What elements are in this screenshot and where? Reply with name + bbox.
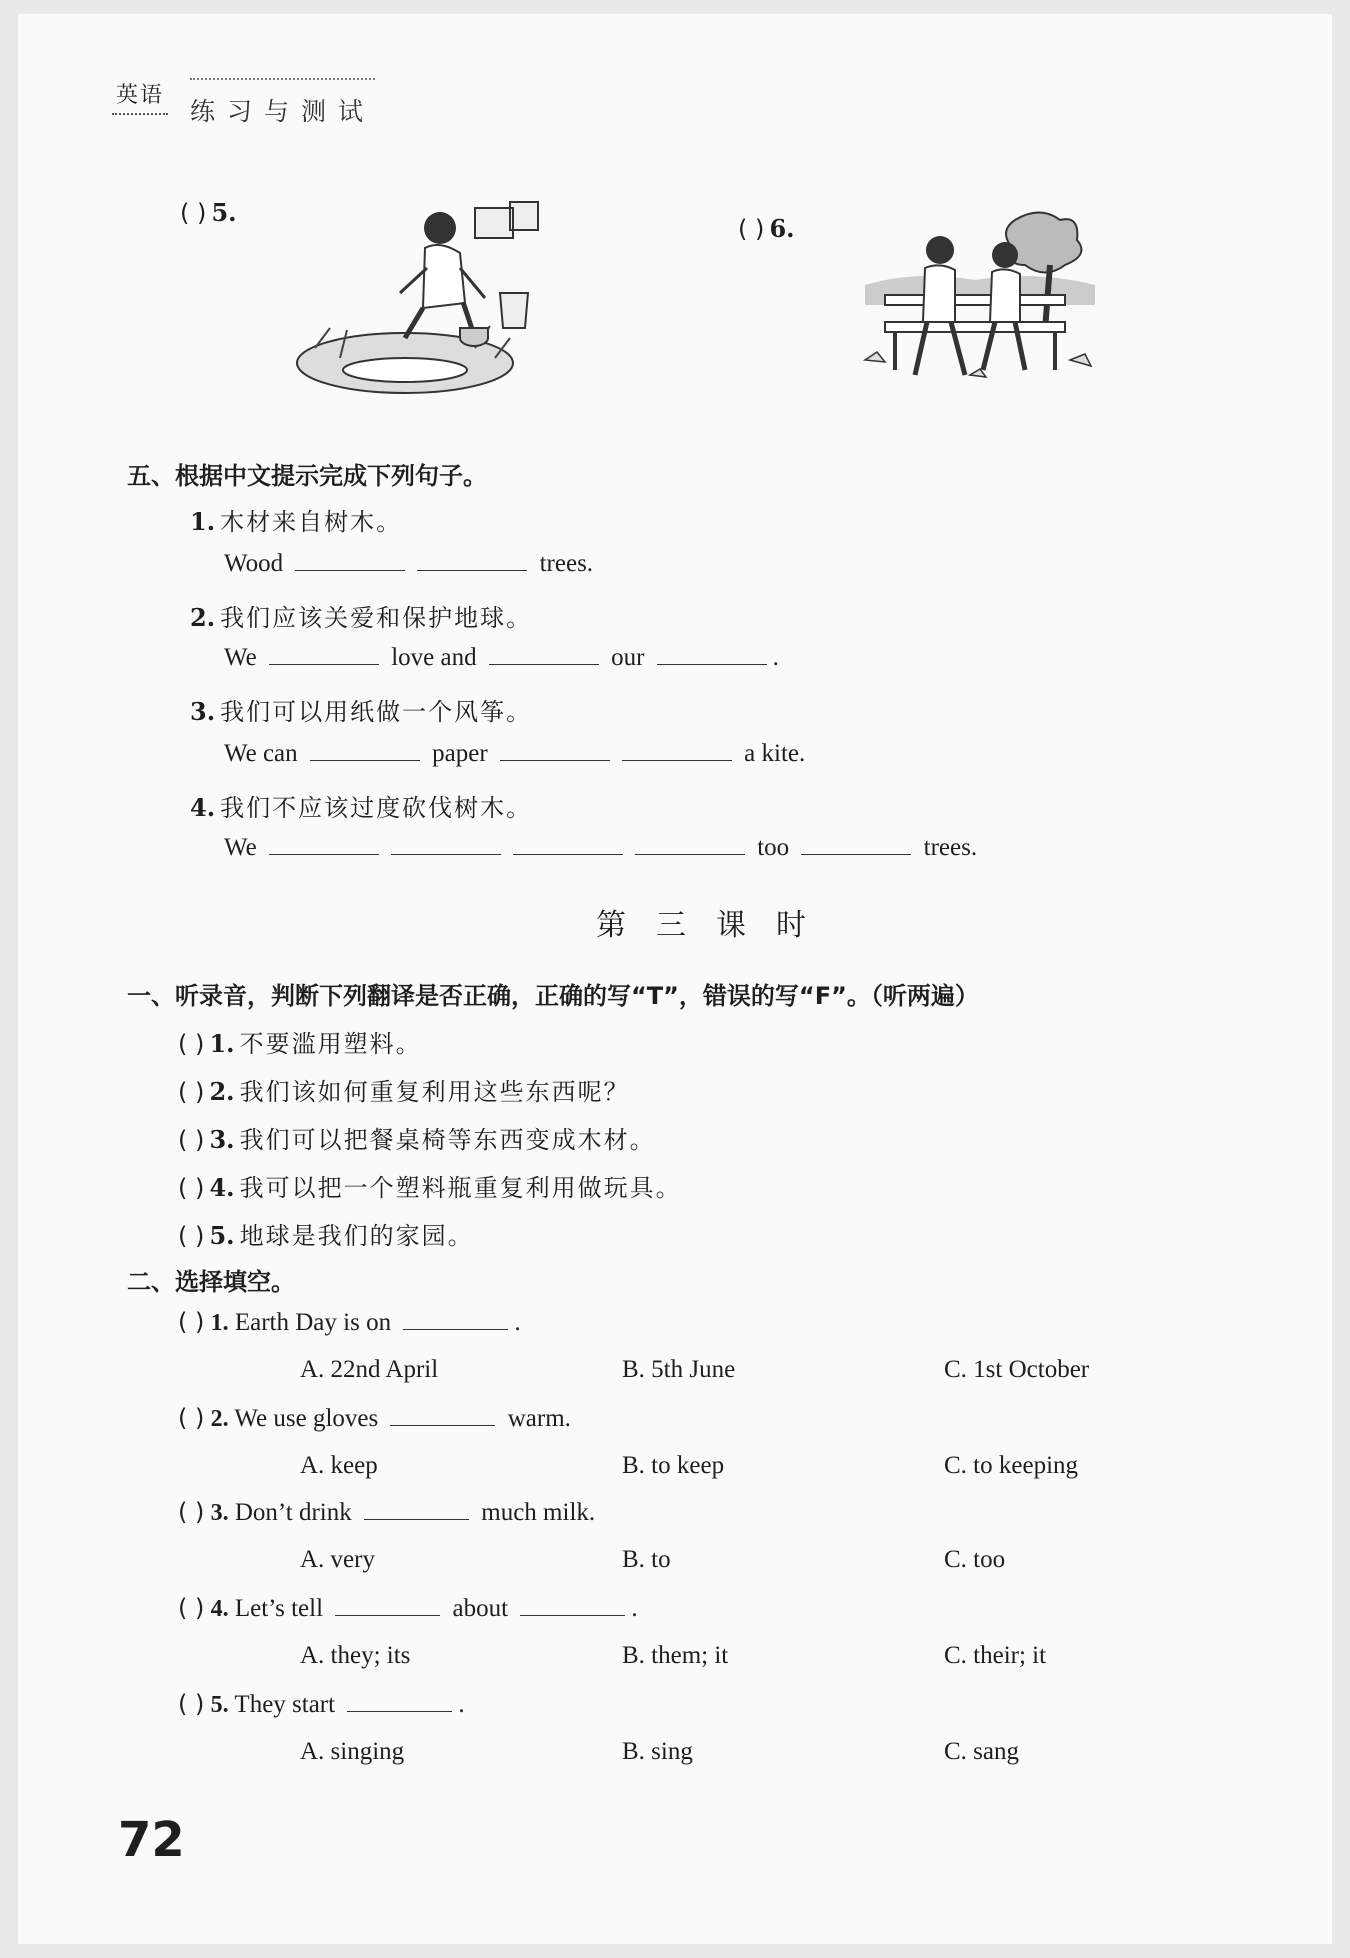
answer-parens[interactable]: ( ) — [178, 1690, 205, 1718]
answer-parens[interactable]: ( ) — [178, 1222, 205, 1250]
littering-park-illustration — [855, 210, 1105, 390]
item-number: 5. — [209, 1221, 235, 1250]
answer-blank[interactable] — [364, 1505, 469, 1520]
option-c[interactable]: C. their; it — [944, 1642, 1047, 1669]
item-number: 1. — [209, 1029, 235, 1058]
item-number: 4. — [210, 1596, 229, 1622]
sentence-item — [190, 692, 532, 727]
choice-question — [178, 1690, 465, 1719]
question-text: They start — [234, 1691, 336, 1718]
option-b[interactable]: B. sing — [622, 1738, 693, 1765]
option-c[interactable]: C. 1st October — [944, 1356, 1090, 1383]
chinese-prompt: 我们应该关爱和保护地球。 — [220, 604, 533, 632]
sentence-item — [190, 598, 532, 633]
answer-blank[interactable] — [513, 840, 623, 855]
sentence-text: our — [611, 644, 645, 671]
question-text: We use gloves — [234, 1405, 379, 1432]
book-title: 练习与测试 — [190, 97, 376, 126]
header-divider — [190, 78, 375, 80]
answer-blank[interactable] — [520, 1601, 625, 1616]
item-number: 2. — [190, 603, 216, 632]
sentence-text: We can — [224, 740, 298, 767]
section-heading: 二、选择填空。 — [127, 1268, 295, 1296]
sentence-text: . — [772, 644, 779, 671]
chinese-statement: 不要滥用塑料。 — [239, 1030, 422, 1058]
sentence-item — [190, 788, 532, 823]
sentence-item — [190, 502, 402, 537]
picture-question-6 — [738, 214, 795, 243]
option-b[interactable]: B. 5th June — [622, 1356, 736, 1383]
option-b[interactable]: B. to keep — [622, 1452, 725, 1479]
english-sentence — [224, 834, 977, 862]
chinese-statement: 我们可以把餐桌椅等东西变成木材。 — [239, 1126, 656, 1154]
english-sentence — [224, 740, 805, 768]
answer-blank[interactable] — [347, 1697, 452, 1712]
item-number: 1. — [190, 507, 216, 536]
option-b[interactable]: B. them; it — [622, 1642, 729, 1669]
chinese-prompt: 我们不应该过度砍伐树木。 — [220, 794, 533, 822]
chinese-prompt: 我们可以用纸做一个风筝。 — [220, 698, 533, 726]
answer-parens[interactable]: ( ) — [178, 1308, 205, 1336]
answer-parens[interactable]: ( ) — [178, 1498, 205, 1526]
english-sentence — [224, 644, 779, 672]
item-number: 4. — [209, 1173, 235, 1202]
option-a[interactable]: A. keep — [300, 1452, 378, 1479]
answer-blank[interactable] — [391, 840, 501, 855]
sentence-text: love and — [391, 644, 477, 671]
choice-question — [178, 1594, 638, 1623]
sentence-text: trees. — [539, 550, 594, 577]
sentence-text: We — [224, 834, 257, 861]
item-number: 2. — [209, 1077, 235, 1106]
sentence-text: Wood — [224, 550, 284, 577]
option-a[interactable]: A. singing — [300, 1738, 405, 1765]
answer-parens[interactable]: ( ) — [178, 1030, 205, 1058]
question-text: warm. — [507, 1405, 571, 1432]
option-a[interactable]: A. very — [300, 1546, 375, 1573]
question-text: Let’s tell — [234, 1595, 324, 1622]
section-heading: 一、听录音，判断下列翻译是否正确，正确的写“T”，错误的写“F”。（听两遍） — [127, 982, 979, 1010]
listening-item — [178, 1120, 656, 1155]
english-sentence — [224, 550, 593, 578]
question-text: about — [452, 1595, 509, 1622]
page-number: 72 — [118, 1812, 185, 1868]
item-number: 3. — [210, 1500, 229, 1526]
sentence-text: a kite. — [744, 740, 806, 767]
chinese-statement: 我可以把一个塑料瓶重复利用做玩具。 — [239, 1174, 682, 1202]
answer-parens[interactable]: ( ) — [180, 199, 207, 227]
answer-blank[interactable] — [269, 650, 379, 665]
answer-blank[interactable] — [403, 1315, 508, 1330]
answer-blank[interactable] — [500, 746, 610, 761]
listening-item — [178, 1168, 682, 1203]
item-number: 3. — [190, 697, 216, 726]
sentence-text: paper — [432, 740, 488, 767]
answer-parens[interactable]: ( ) — [178, 1404, 205, 1432]
question-text: much milk. — [481, 1499, 596, 1526]
chinese-prompt: 木材来自树木。 — [220, 508, 403, 536]
planting-tree-illustration — [295, 198, 545, 398]
picture-question-5 — [180, 198, 237, 227]
answer-blank[interactable] — [310, 746, 420, 761]
lesson-title: 第三课时 — [596, 908, 836, 943]
item-number: 2. — [210, 1406, 229, 1432]
answer-blank[interactable] — [801, 840, 911, 855]
answer-parens[interactable]: ( ) — [178, 1078, 205, 1106]
choice-question — [178, 1308, 521, 1337]
answer-blank[interactable] — [489, 650, 599, 665]
answer-parens[interactable]: ( ) — [178, 1174, 205, 1202]
question-text: Don’t drink — [234, 1499, 352, 1526]
option-c[interactable]: C. to keeping — [944, 1452, 1079, 1479]
listening-item — [178, 1072, 630, 1107]
item-number: 4. — [190, 793, 216, 822]
option-c[interactable]: C. sang — [944, 1738, 1019, 1765]
answer-blank[interactable] — [622, 746, 732, 761]
chinese-statement: 我们该如何重复利用这些东西呢？ — [239, 1078, 630, 1106]
answer-parens[interactable]: ( ) — [738, 215, 765, 243]
listening-item — [178, 1024, 422, 1059]
listening-item — [178, 1216, 474, 1251]
choice-question — [178, 1498, 595, 1527]
choice-question — [178, 1404, 571, 1433]
answer-blank[interactable] — [335, 1601, 440, 1616]
question-text: . — [514, 1309, 521, 1336]
sentence-text: trees. — [923, 834, 978, 861]
option-b[interactable]: B. to — [622, 1546, 671, 1573]
answer-parens[interactable]: ( ) — [178, 1126, 205, 1154]
item-number: 1. — [210, 1310, 229, 1336]
option-a[interactable]: A. 22nd April — [300, 1356, 439, 1383]
answer-blank[interactable] — [657, 650, 767, 665]
option-a[interactable]: A. they; its — [300, 1642, 411, 1669]
answer-blank[interactable] — [417, 556, 527, 571]
question-text: . — [458, 1691, 465, 1718]
option-c[interactable]: C. too — [944, 1546, 1006, 1573]
chinese-statement: 地球是我们的家园。 — [239, 1222, 474, 1250]
section-heading: 五、根据中文提示完成下列句子。 — [127, 462, 487, 490]
item-number: 3. — [209, 1125, 235, 1154]
question-text: Earth Day is on — [234, 1309, 392, 1336]
answer-parens[interactable]: ( ) — [178, 1594, 205, 1622]
question-number: 5. — [211, 198, 237, 227]
item-number: 5. — [210, 1692, 229, 1718]
subject-tag: 英语 — [112, 78, 168, 115]
answer-blank[interactable] — [269, 840, 379, 855]
question-text: . — [631, 1595, 638, 1622]
answer-blank[interactable] — [390, 1411, 495, 1426]
answer-blank[interactable] — [635, 840, 745, 855]
sentence-text: We — [224, 644, 257, 671]
sentence-text: too — [757, 834, 790, 861]
answer-blank[interactable] — [295, 556, 405, 571]
question-number: 6. — [769, 214, 795, 243]
